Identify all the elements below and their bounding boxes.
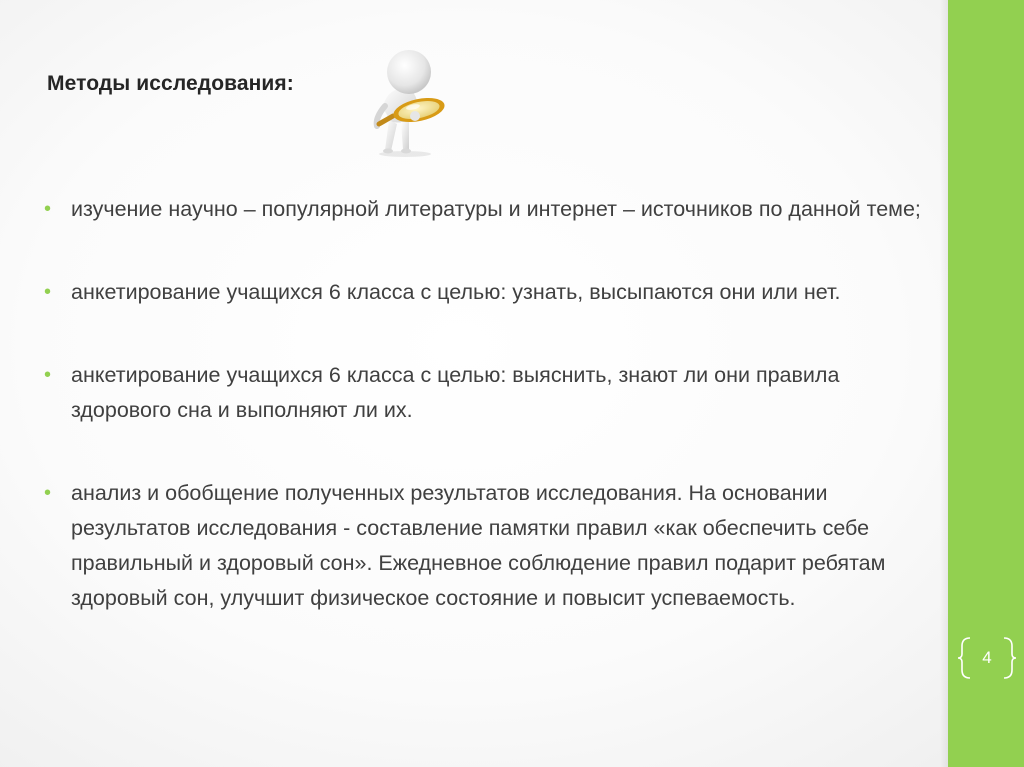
right-band-shadow bbox=[940, 0, 948, 767]
bullet-dot-icon: • bbox=[44, 482, 52, 504]
bullet-dot-icon: • bbox=[44, 364, 52, 386]
bullet-text: анкетирование учащихся 6 класса с целью: выяснить, знают ли они правила здорового сна и выполняют ли их. bbox=[71, 363, 840, 422]
person-with-magnifier-icon bbox=[355, 38, 455, 160]
bullet-list bbox=[44, 192, 924, 664]
page-number: 4 bbox=[982, 648, 992, 667]
bullet-item bbox=[44, 192, 924, 227]
bullet-text: анкетирование учащихся 6 класса с целью: узнать, высыпаются они или нет. bbox=[71, 280, 841, 304]
bullet-item bbox=[44, 476, 924, 616]
bullet-item bbox=[44, 275, 924, 310]
page-number-frame bbox=[958, 636, 1016, 680]
bullet-item bbox=[44, 358, 924, 428]
bullet-dot-icon: • bbox=[44, 198, 52, 220]
slide-title: Методы исследования: bbox=[47, 72, 294, 95]
bullet-text: изучение научно – популярной литературы и интернет – источников по данной теме; bbox=[71, 197, 921, 221]
bullet-dot-icon: • bbox=[44, 281, 52, 303]
bullet-text: анализ и обобщение полученных результатов исследования. На основании результатов исследования - составление памятки правил «как обеспечить себе правильный и здоровый сон». Ежедневное соблюдение правил подарит ребятам здоровый сон, улучшит физическое состояние и повысит успеваемость. bbox=[71, 481, 886, 610]
